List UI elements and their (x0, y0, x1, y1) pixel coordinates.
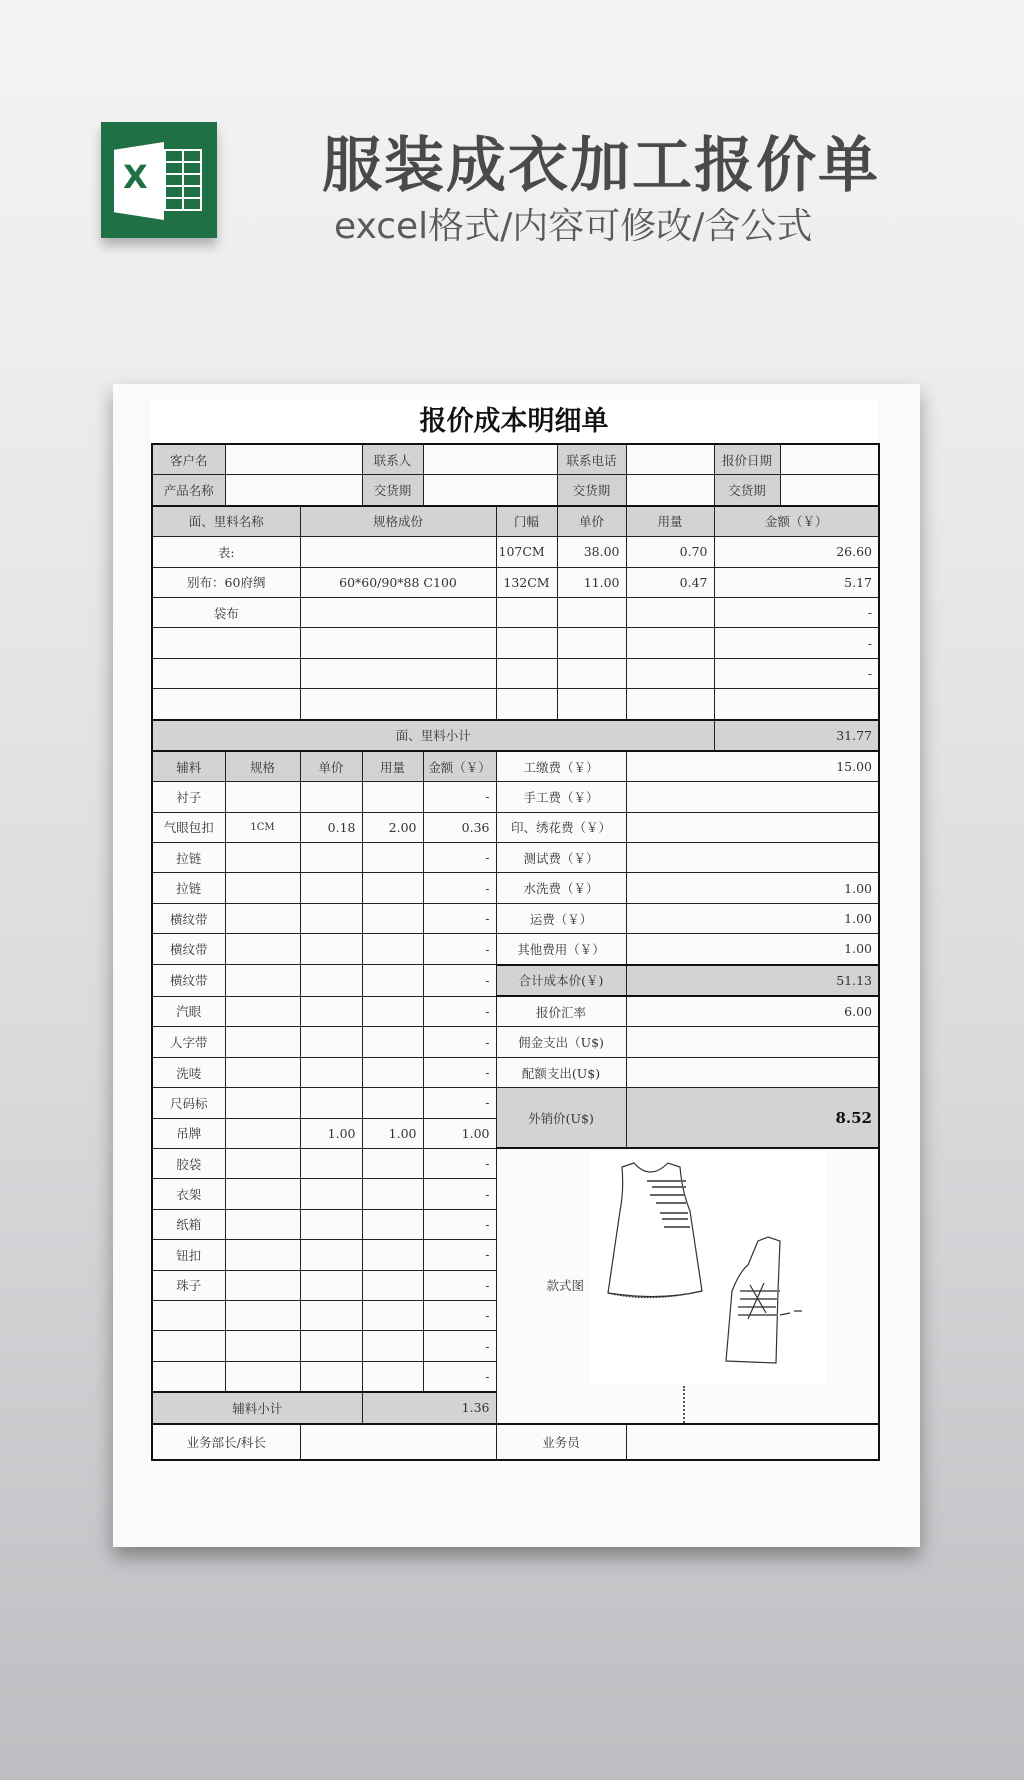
fabric-amount[interactable]: - (714, 658, 879, 688)
acc-amount[interactable]: - (423, 1179, 496, 1209)
acc-qty[interactable] (362, 1270, 423, 1300)
fabric-subtotal-row (152, 720, 879, 751)
acc-name[interactable]: 横纹带 (152, 934, 225, 965)
acc-name[interactable]: 拉链 (152, 843, 225, 873)
acc-spec[interactable] (225, 782, 300, 812)
fabric-qty[interactable] (626, 689, 714, 720)
fabric-subtotal-label: 面、里料小计 (152, 720, 714, 751)
fabric-subtotal-value: 31.77 (714, 720, 879, 751)
fabric-width[interactable]: 107CM (496, 537, 557, 567)
phone-field[interactable] (626, 444, 714, 475)
salesman-field[interactable] (626, 1424, 879, 1460)
fabric-qty[interactable] (626, 597, 714, 627)
export-price-label: 外销价(U$) (496, 1088, 626, 1149)
acc-price[interactable] (300, 1331, 362, 1361)
col-price: 单价 (557, 506, 626, 537)
contact-label: 联系人 (362, 444, 423, 475)
accessory-row (152, 1057, 879, 1087)
fabric-qty[interactable] (626, 628, 714, 658)
delivery-label-1: 交货期 (362, 475, 423, 506)
acc-amount[interactable]: - (423, 1361, 496, 1392)
phone-label: 联系电话 (557, 444, 626, 475)
acc-spec[interactable] (225, 1331, 300, 1361)
fabric-price[interactable] (557, 597, 626, 627)
acc-qty[interactable] (362, 1057, 423, 1087)
acc-spec[interactable] (225, 1027, 300, 1057)
fabric-row (152, 628, 879, 658)
acc-name[interactable]: 拉链 (152, 873, 225, 903)
accessory-row (152, 903, 879, 933)
acc-qty[interactable]: 1.00 (362, 1118, 423, 1148)
fabric-row (152, 537, 879, 567)
col-accessory: 辅料 (152, 751, 225, 782)
fabric-width[interactable]: 132CM (496, 567, 557, 597)
salesman-label: 业务员 (496, 1424, 626, 1460)
acc-price[interactable] (300, 1361, 362, 1392)
acc-name[interactable]: 衬子 (152, 782, 225, 812)
acc-name[interactable]: 气眼包扣 (152, 812, 225, 842)
product-label: 产品名称 (152, 475, 225, 506)
acc-amount[interactable]: - (423, 1027, 496, 1057)
acc-price[interactable] (300, 1300, 362, 1330)
acc-spec[interactable] (225, 996, 300, 1027)
fabric-row (152, 597, 879, 627)
accessory-row (152, 1088, 879, 1118)
delivery-field-2[interactable] (626, 475, 714, 506)
cost-label: 水洗费（￥） (496, 873, 626, 903)
acc-price[interactable] (300, 1057, 362, 1087)
delivery-label-3: 交货期 (714, 475, 780, 506)
acc-spec[interactable] (225, 843, 300, 873)
col-qty: 用量 (626, 506, 714, 537)
delivery-field-3[interactable] (780, 475, 879, 506)
acc-amount[interactable]: - (423, 782, 496, 812)
cost-value[interactable] (626, 843, 879, 873)
cost-label: 其他费用（￥） (496, 934, 626, 965)
acc-name[interactable] (152, 1361, 225, 1392)
acc-qty[interactable] (362, 1088, 423, 1118)
fabric-qty[interactable]: 0.47 (626, 567, 714, 597)
fabric-price[interactable]: 38.00 (557, 537, 626, 567)
acc-amount[interactable]: - (423, 1209, 496, 1239)
customer-label: 客户名 (152, 444, 225, 475)
info-row-1 (152, 444, 879, 475)
excel-icon (101, 122, 217, 238)
fabric-row (152, 689, 879, 720)
acc-spec[interactable]: 1CM (225, 812, 300, 842)
garment-sketch-image (590, 1151, 826, 1384)
fabric-name[interactable]: 别布：60府绸 (152, 567, 300, 597)
acc-amount[interactable]: - (423, 934, 496, 965)
acc-qty[interactable] (362, 1240, 423, 1270)
col-acc-spec: 规格 (225, 751, 300, 782)
product-field[interactable] (225, 475, 362, 506)
commission-label: 佣金支出（U$) (496, 1027, 626, 1057)
acc-name[interactable]: 横纹带 (152, 903, 225, 933)
acc-name[interactable]: 人字带 (152, 1027, 225, 1057)
acc-price[interactable] (300, 873, 362, 903)
cost-label: 印、绣花费（￥） (496, 812, 626, 842)
acc-amount[interactable]: - (423, 903, 496, 933)
acc-amount[interactable]: - (423, 1088, 496, 1118)
fabric-width[interactable] (496, 689, 557, 720)
commission-value[interactable] (626, 1027, 879, 1057)
acc-name[interactable]: 衣架 (152, 1179, 225, 1209)
col-acc-amount: 金额（￥） (423, 751, 496, 782)
acc-price[interactable] (300, 1148, 362, 1178)
acc-qty[interactable] (362, 903, 423, 933)
fabric-width[interactable] (496, 658, 557, 688)
fabric-price[interactable] (557, 689, 626, 720)
acc-spec[interactable] (225, 1088, 300, 1118)
exchange-rate-value[interactable]: 6.00 (626, 996, 879, 1027)
col-fabric-name: 面、里料名称 (152, 506, 300, 537)
fabric-name[interactable]: 袋布 (152, 597, 300, 627)
fabric-amount[interactable]: - (714, 628, 879, 658)
fabric-width[interactable] (496, 628, 557, 658)
acc-name[interactable] (152, 1300, 225, 1330)
acc-spec[interactable] (225, 1209, 300, 1239)
contact-field[interactable] (423, 444, 557, 475)
cost-value[interactable] (626, 782, 879, 812)
acc-price[interactable] (300, 1027, 362, 1057)
accessory-subtotal-value: 1.36 (362, 1392, 496, 1423)
fabric-width[interactable] (496, 597, 557, 627)
fabric-name[interactable] (152, 628, 300, 658)
acc-qty[interactable] (362, 1209, 423, 1239)
acc-qty[interactable] (362, 1331, 423, 1361)
total-cost-value: 51.13 (626, 965, 879, 996)
fabric-name[interactable] (152, 658, 300, 688)
acc-spec[interactable] (225, 873, 300, 903)
acc-amount[interactable]: - (423, 1057, 496, 1087)
spreadsheet-grid-icon (164, 149, 202, 211)
acc-price[interactable] (300, 1088, 362, 1118)
customer-field[interactable] (225, 444, 362, 475)
fabric-qty[interactable] (626, 658, 714, 688)
exchange-rate-label: 报价汇率 (496, 996, 626, 1027)
signature-row (152, 1424, 879, 1460)
acc-price[interactable] (300, 1179, 362, 1209)
dotted-divider (683, 1386, 685, 1423)
acc-qty[interactable] (362, 996, 423, 1027)
fabric-amount[interactable]: 5.17 (714, 567, 879, 597)
acc-amount[interactable]: 1.00 (423, 1118, 496, 1148)
acc-amount[interactable]: 0.36 (423, 812, 496, 842)
acc-name[interactable]: 珠子 (152, 1270, 225, 1300)
acc-price[interactable] (300, 903, 362, 933)
acc-spec[interactable] (225, 1057, 300, 1087)
sheet-title: 报价成本明细单 (151, 400, 877, 443)
fabric-amount[interactable]: - (714, 597, 879, 627)
acc-qty[interactable] (362, 965, 423, 996)
col-width: 门幅 (496, 506, 557, 537)
excel-x-letter: X (123, 158, 148, 196)
acc-spec[interactable] (225, 1361, 300, 1392)
col-acc-price: 单价 (300, 751, 362, 782)
cost-value[interactable]: 1.00 (626, 873, 879, 903)
total-cost-label: 合计成本价(￥) (496, 965, 626, 996)
acc-amount[interactable]: - (423, 965, 496, 996)
fabric-header-row (152, 506, 879, 537)
sketch-label: 款式图 (546, 1277, 585, 1293)
fabric-spec[interactable] (300, 689, 496, 720)
acc-amount[interactable]: - (423, 1270, 496, 1300)
delivery-label-2: 交货期 (557, 475, 626, 506)
export-price-value: 8.52 (626, 1088, 879, 1149)
fabric-name[interactable]: 表: (152, 537, 300, 567)
manager-field[interactable] (300, 1424, 496, 1460)
acc-amount[interactable]: - (423, 843, 496, 873)
quote-date-field[interactable] (780, 444, 879, 475)
acc-name[interactable]: 汽眼 (152, 996, 225, 1027)
accessory-row (152, 812, 879, 842)
acc-qty[interactable] (362, 934, 423, 965)
cost-label: 测试费（￥） (496, 843, 626, 873)
acc-qty[interactable] (362, 1148, 423, 1178)
fabric-spec[interactable] (300, 537, 496, 567)
fabric-row (152, 567, 879, 597)
banner-title: 服装成衣加工报价单 (322, 131, 880, 201)
acc-spec[interactable] (225, 903, 300, 933)
acc-spec[interactable] (225, 1148, 300, 1178)
acc-qty[interactable] (362, 873, 423, 903)
col-acc-qty: 用量 (362, 751, 423, 782)
acc-price[interactable] (300, 965, 362, 996)
acc-qty[interactable] (362, 1300, 423, 1330)
acc-name[interactable]: 洗唛 (152, 1057, 225, 1087)
fabric-amount[interactable]: 26.60 (714, 537, 879, 567)
acc-spec[interactable] (225, 1300, 300, 1330)
acc-name[interactable]: 纸箱 (152, 1209, 225, 1239)
cost-value[interactable]: 15.00 (626, 751, 879, 782)
acc-price[interactable] (300, 1209, 362, 1239)
acc-spec[interactable] (225, 1240, 300, 1270)
accessory-row (152, 934, 879, 965)
col-amount: 金额（￥） (714, 506, 879, 537)
fabric-spec[interactable] (300, 658, 496, 688)
accessory-row (152, 873, 879, 903)
cost-value[interactable]: 1.00 (626, 903, 879, 933)
acc-amount[interactable]: - (423, 1331, 496, 1361)
quota-label: 配额支出(U$) (496, 1057, 626, 1087)
delivery-field-1[interactable] (423, 475, 557, 506)
col-spec: 规格成份 (300, 506, 496, 537)
acc-spec[interactable] (225, 1270, 300, 1300)
acc-price[interactable] (300, 843, 362, 873)
acc-name[interactable]: 钮扣 (152, 1240, 225, 1270)
quota-value[interactable] (626, 1057, 879, 1087)
acc-name[interactable]: 胶袋 (152, 1148, 225, 1178)
info-row-2 (152, 475, 879, 506)
acc-price[interactable] (300, 1270, 362, 1300)
fabric-spec[interactable] (300, 597, 496, 627)
accessory-subtotal-label: 辅料小计 (152, 1392, 362, 1423)
manager-label: 业务部长/科长 (152, 1424, 300, 1460)
fabric-name[interactable] (152, 689, 300, 720)
dress-sketch-icon (590, 1151, 826, 1384)
acc-price[interactable] (300, 996, 362, 1027)
quote-date-label: 报价日期 (714, 444, 780, 475)
acc-price[interactable] (300, 782, 362, 812)
fabric-price[interactable] (557, 628, 626, 658)
acc-amount[interactable]: - (423, 873, 496, 903)
accessory-row (152, 965, 879, 996)
fabric-row (152, 658, 879, 688)
quotation-table (151, 443, 880, 1461)
cost-value[interactable]: 1.00 (626, 934, 879, 965)
acc-price[interactable] (300, 934, 362, 965)
fabric-amount[interactable] (714, 689, 879, 720)
acc-spec[interactable] (225, 965, 300, 996)
fabric-spec[interactable] (300, 628, 496, 658)
acc-spec[interactable] (225, 1118, 300, 1148)
accessory-row (152, 843, 879, 873)
fabric-spec[interactable]: 60*60/90*88 C100 (300, 567, 496, 597)
acc-name[interactable] (152, 1331, 225, 1361)
acc-amount[interactable]: - (423, 1148, 496, 1178)
cost-label: 手工费（￥） (496, 782, 626, 812)
accessory-header-row (152, 751, 879, 782)
acc-qty[interactable]: 2.00 (362, 812, 423, 842)
acc-spec[interactable] (225, 1179, 300, 1209)
accessory-row (152, 1027, 879, 1057)
acc-name[interactable]: 吊牌 (152, 1118, 225, 1148)
fabric-price[interactable]: 11.00 (557, 567, 626, 597)
cost-label: 运费（￥） (496, 903, 626, 933)
acc-qty[interactable] (362, 1027, 423, 1057)
acc-amount[interactable]: - (423, 996, 496, 1027)
fabric-qty[interactable]: 0.70 (626, 537, 714, 567)
acc-price[interactable]: 1.00 (300, 1118, 362, 1148)
acc-qty[interactable] (362, 843, 423, 873)
cost-label: 工缴费（￥） (496, 751, 626, 782)
fabric-price[interactable] (557, 658, 626, 688)
style-sketch-cell (496, 1148, 879, 1423)
acc-name[interactable]: 尺码标 (152, 1088, 225, 1118)
acc-name[interactable]: 横纹带 (152, 965, 225, 996)
acc-price[interactable]: 0.18 (300, 812, 362, 842)
acc-amount[interactable]: - (423, 1240, 496, 1270)
acc-amount[interactable]: - (423, 1300, 496, 1330)
acc-price[interactable] (300, 1240, 362, 1270)
cost-value[interactable] (626, 812, 879, 842)
accessory-row (152, 1148, 879, 1178)
accessory-row (152, 782, 879, 812)
acc-spec[interactable] (225, 934, 300, 965)
accessory-row (152, 996, 879, 1027)
acc-qty[interactable] (362, 1361, 423, 1392)
banner-subtitle: excel格式/内容可修改/含公式 (334, 206, 813, 247)
acc-qty[interactable] (362, 782, 423, 812)
acc-qty[interactable] (362, 1179, 423, 1209)
